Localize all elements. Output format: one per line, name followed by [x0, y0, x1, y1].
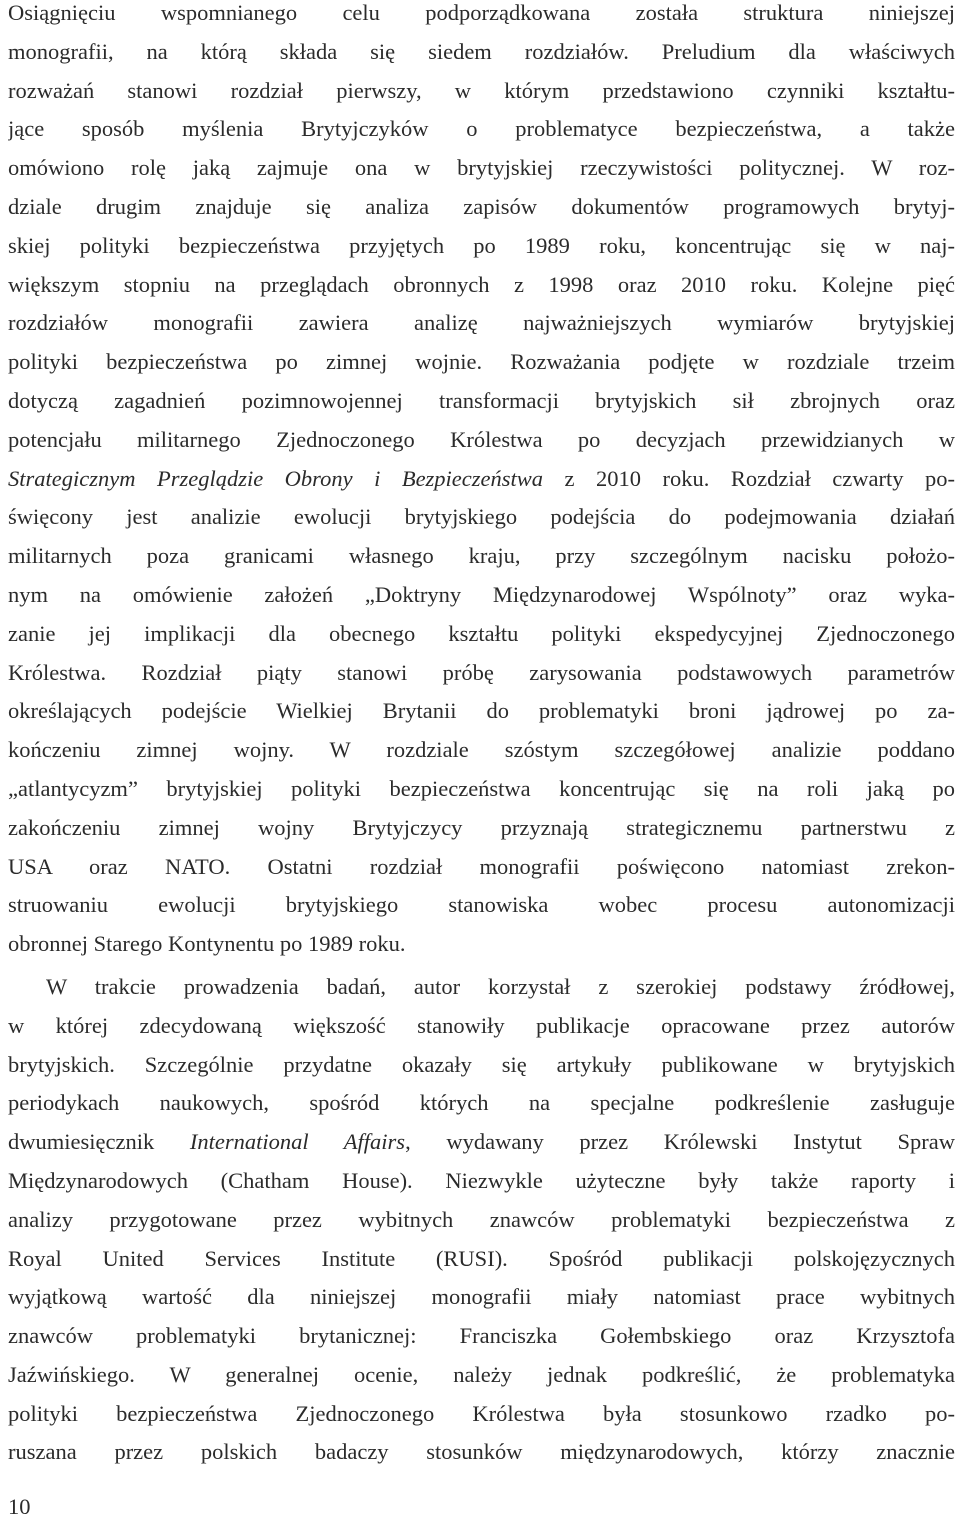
text-line: polityki bezpieczeństwa po zimnej wojnie. Rozważania podjęte w rozdziale trzeim	[8, 349, 955, 375]
text-line: omówiono rolę jaką zajmuje ona w brytyjskiej rzeczywistości politycznej. W roz-	[8, 155, 955, 181]
text-line: polityki bezpieczeństwa Zjednoczonego Królestwa była stosunkowo rzadko po-	[8, 1400, 955, 1426]
text-line: periodykach naukowych, spośród których na specjalne podkreślenie zasługuje	[8, 1090, 955, 1116]
text-line: W trakcie prowadzenia badań, autor korzystał z szerokiej podstawy źródłowej,	[46, 973, 955, 999]
line-suffix: , wydawany przez Królewski Instytut Spraw	[405, 1129, 955, 1155]
text-line: potencjału militarnego Zjednoczonego Królestwa po decyzjach przewidzianych w	[8, 426, 955, 452]
line-prefix: dwumiesięcznik	[8, 1129, 190, 1155]
text-line: zanie jej implikacji dla obecnego kształtu polityki ekspedycyjnej Zjednoczonego	[8, 620, 955, 646]
text-line: Osiągnięciu wspomnianego celu podporządkowana została struktura niniejszej	[8, 0, 955, 25]
text-line: określających podejście Wielkiej Brytanii do problematyki broni jądrowej po za-	[8, 698, 955, 724]
paragraph-sources	[8, 968, 955, 1472]
text-line: zakończeniu zimnej wojny Brytyjczycy przyznają strategicznemu partnerstwu z	[8, 814, 955, 840]
text-line: Królestwa. Rozdział piąty stanowi próbę zarysowania podstawowych parametrów	[8, 659, 955, 685]
text-line: wyjątkową wartość dla niniejszej monografii miały natomiast prace wybitnych	[8, 1284, 955, 1310]
text-line: Royal United Services Institute (RUSI). Spośród publikacji polskojęzycznych	[8, 1245, 955, 1271]
text-line: brytyjskich. Szczególnie przydatne okazały się artykuły publikowane w brytyjskich	[8, 1051, 955, 1077]
paragraph-chapters-overview	[8, 0, 955, 964]
text-line: obronnej Starego Kontynentu po 1989 roku.	[8, 931, 406, 957]
text-line: struowaniu ewolucji brytyjskiego stanowiska wobec procesu autonomizacji	[8, 892, 955, 918]
document-page	[8, 0, 955, 1472]
italic-title: International Affairs	[189, 1129, 406, 1155]
page-number: 10	[8, 1494, 31, 1519]
text-line: większym stopniu na przeglądach obronnych z 1998 oraz 2010 roku. Kolejne pięć	[8, 271, 955, 297]
line-suffix: z 2010 roku. Rozdział czwarty po-	[543, 465, 955, 491]
text-line: znawców problematyki brytanicznej: Franciszka Gołembskiego oraz Krzysztofa	[8, 1323, 955, 1349]
text-line: skiej polityki bezpieczeństwa przyjętych po 1989 roku, koncentrując się w naj-	[8, 232, 955, 258]
text-line: rozważań stanowi rozdział pierwszy, w którym przedstawiono czynniki kształtu-	[8, 77, 955, 103]
text-line: jące sposób myślenia Brytyjczyków o problematyce bezpieczeństwa, a także	[8, 116, 955, 142]
text-line	[8, 460, 955, 499]
text-line: Międzynarodowych (Chatham House). Niezwykle użyteczne były także raporty i	[8, 1167, 955, 1193]
text-line: kończeniu zimnej wojny. W rozdziale szóstym szczegółowej analizie poddano	[8, 737, 955, 763]
text-line: „atlantycyzm” brytyjskiej polityki bezpieczeństwa koncentrując się na roli jaką po	[8, 775, 955, 801]
text-line: ruszana przez polskich badaczy stosunków międzynarodowych, którzy znacznie	[8, 1439, 955, 1465]
text-line: monografii, na którą składa się siedem rozdziałów. Preludium dla właściwych	[8, 38, 955, 64]
text-line: militarnych poza granicami własnego kraju, przy szczególnym nacisku położo-	[8, 543, 955, 569]
text-line: analizy przygotowane przez wybitnych znawców problematyki bezpieczeństwa z	[8, 1206, 955, 1232]
text-line: Jaźwińskiego. W generalnej ocenie, należy jednak podkreślić, że problematyka	[8, 1361, 955, 1387]
text-line: dziale drugim znajduje się analiza zapisów dokumentów programowych brytyj-	[8, 193, 955, 219]
text-line	[8, 1123, 955, 1162]
text-line: święcony jest analizie ewolucji brytyjskiego podejścia do podejmowania działań	[8, 504, 955, 530]
italic-title: Strategicznym Przeglądzie Obrony i Bezpieczeństwa	[8, 465, 544, 491]
text-line: nym na omówienie założeń „Doktryny Międzynarodowej Wspólnoty” oraz wyka-	[8, 581, 955, 607]
text-line: w której zdecydowaną większość stanowiły publikacje opracowane przez autorów	[8, 1012, 955, 1038]
text-line: rozdziałów monografii zawiera analizę najważniejszych wymiarów brytyjskiej	[8, 310, 955, 336]
text-line: USA oraz NATO. Ostatni rozdział monografii poświęcono natomiast zrekon-	[8, 853, 955, 879]
text-line: dotyczą zagadnień pozimnowojennej transformacji brytyjskich sił zbrojnych oraz	[8, 387, 955, 413]
